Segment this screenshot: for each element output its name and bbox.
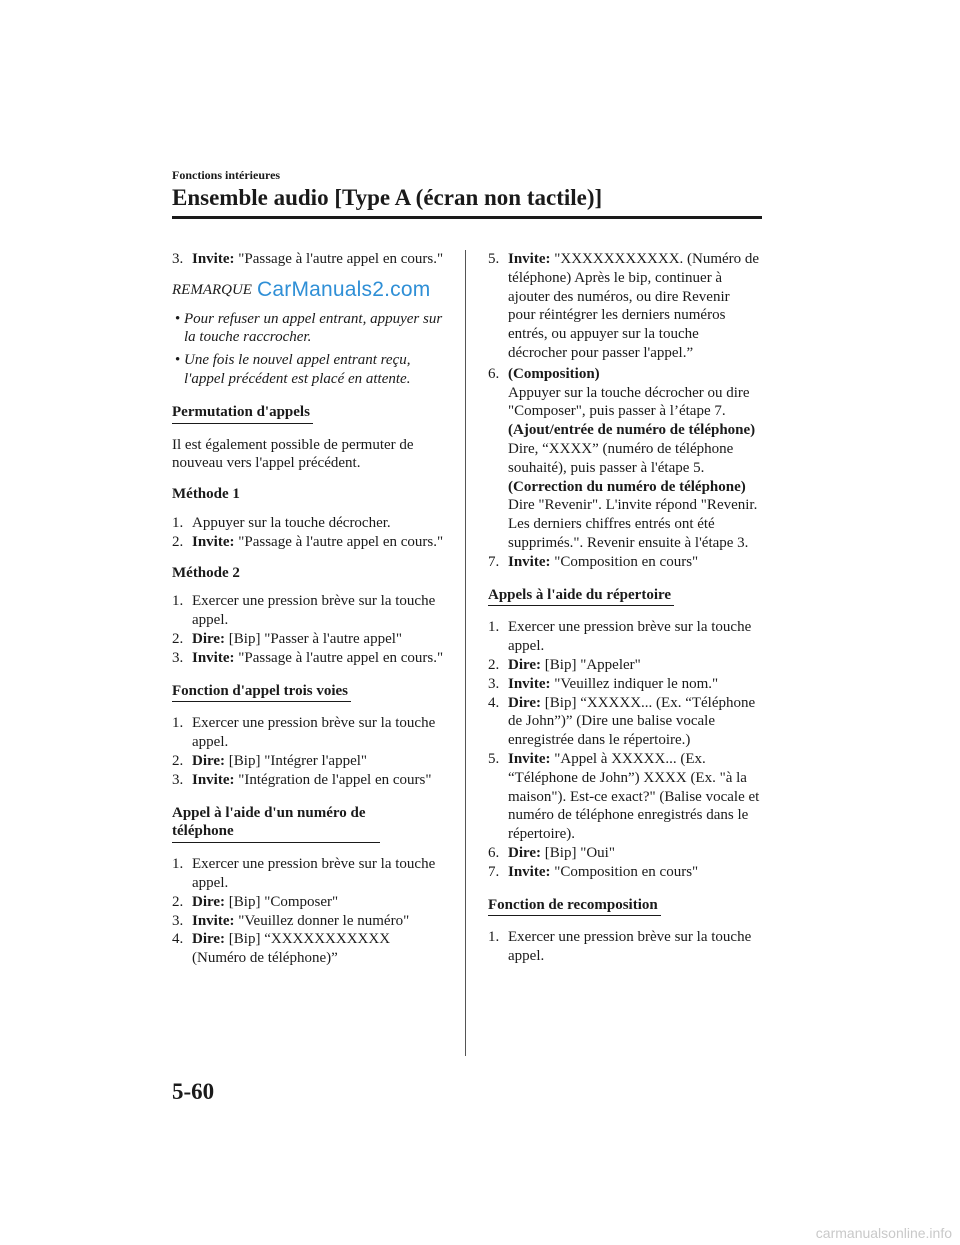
list-item: 6. (Composition) Appuyer sur la touche décrocher ou dire "Composer", puis passer à l’étape 7. (Ajout/entrée de numéro de téléphone) Dire, “XXXX” (numéro de téléphone souhaité), puis passer à l'étape 5. (Correction du numéro de téléphone) Dire "Revenir". L'invite répond "Revenir. Les derniers chiffres entrés ont été supprimés.". Revenir ensuite à l'étape 3. (488, 365, 758, 551)
list-item: 1. Exercer une pression brève sur la touche appel. (172, 593, 436, 629)
page-title: Ensemble audio [Type A (écran non tactile)] (172, 185, 603, 210)
right-column (488, 250, 760, 966)
list-item: 6. Dire: [Bip] "Oui" (488, 844, 615, 861)
method-title: Méthode 2 (172, 564, 240, 581)
method-title: Méthode 1 (172, 486, 240, 503)
section-heading: Appel à l'aide d'un numéro de téléphone (172, 804, 380, 844)
header-rule (172, 216, 762, 219)
list-item: 3. Invite: "Veuillez donner le numéro" (172, 912, 410, 929)
list-item: 4. Dire: [Bip] “XXXXXXXXXXX (Numéro de téléphone)” (172, 931, 391, 967)
list-item: 1. Exercer une pression brève sur la touche appel. (488, 619, 752, 655)
list-item: 1. Exercer une pression brève sur la touche appel. (488, 929, 752, 965)
bullet-icon: • (175, 352, 181, 369)
note-item: • Pour refuser un appel entrant, appuyer sur la touche raccrocher. (175, 310, 443, 346)
list-item: 3. Invite: "Passage à l'autre appel en cours." (172, 251, 444, 267)
list-item: 1. Exercer une pression brève sur la touche appel. (172, 715, 436, 751)
paragraph: Il est également possible de permuter de nouveau vers l'appel précédent. (172, 436, 414, 472)
list-item: 2. Dire: [Bip] "Appeler" (488, 656, 641, 673)
list-item: 3. Invite: "Passage à l'autre appel en cours." (172, 649, 444, 666)
list-item: 2. Dire: [Bip] "Passer à l'autre appel" (172, 630, 403, 647)
note-item: • Une fois le nouvel appel entrant reçu, l'appel précédent est placé en attente. (175, 352, 411, 387)
list-item: 7. Invite: "Composition en cours" (488, 863, 699, 880)
list-item: 5. Invite: "Appel à XXXXX... (Ex. “Téléphone de John”) XXXX (Ex. "à la maison"). Est-ce exact?" (Balise vocale et numéro de téléphone enregistrés dans le répertoire). (488, 750, 760, 843)
list-item: 7. Invite: "Composition en cours" (488, 553, 699, 570)
list-item: 1. Exercer une pression brève sur la touche appel. (172, 856, 436, 891)
list-item: 1. Appuyer sur la touche décrocher. (172, 514, 391, 531)
list-item: 3. Invite: "Intégration de l'appel en cours" (172, 771, 432, 788)
list-item: 3. Invite: "Veuillez indiquer le nom." (488, 675, 719, 692)
section-heading: Fonction de recomposition (488, 896, 661, 917)
list-item: 4. Dire: [Bip] “XXXXX... (Ex. “Téléphone de John”)” (Dire une balise vocale enregistrée dans le répertoire.) (488, 694, 756, 749)
section-heading: Permutation d'appels (172, 403, 313, 424)
page-number: 5-60 (172, 1079, 215, 1104)
list-item: 5. Invite: "XXXXXXXXXXX. (Numéro de téléphone) Après le bip, continuer à ajouter des numéros, ou dire Revenir pour réintégrer les derniers numéros entrés, ou appuyer sur la touche décrocher pour passer l'appel.” (488, 251, 760, 361)
section-heading: Appels à l'aide du répertoire (488, 586, 674, 607)
left-column (172, 250, 444, 968)
list-item: 2. Dire: [Bip] "Intégrer l'appel" (172, 752, 368, 769)
bullet-icon: • (175, 310, 181, 327)
section-heading: Fonction d'appel trois voies (172, 682, 351, 703)
remarque-title: REMARQUE (172, 281, 252, 298)
watermark-logo: CarManuals2.com (257, 278, 431, 301)
watermark-footer: carmanualsonline.info (815, 1225, 952, 1241)
list-item: 2. Dire: [Bip] "Composer" (172, 893, 339, 910)
section-label: Fonctions intérieures (172, 168, 281, 182)
list-item: 2. Invite: "Passage à l'autre appel en cours." (172, 533, 444, 550)
column-divider (465, 250, 466, 1056)
